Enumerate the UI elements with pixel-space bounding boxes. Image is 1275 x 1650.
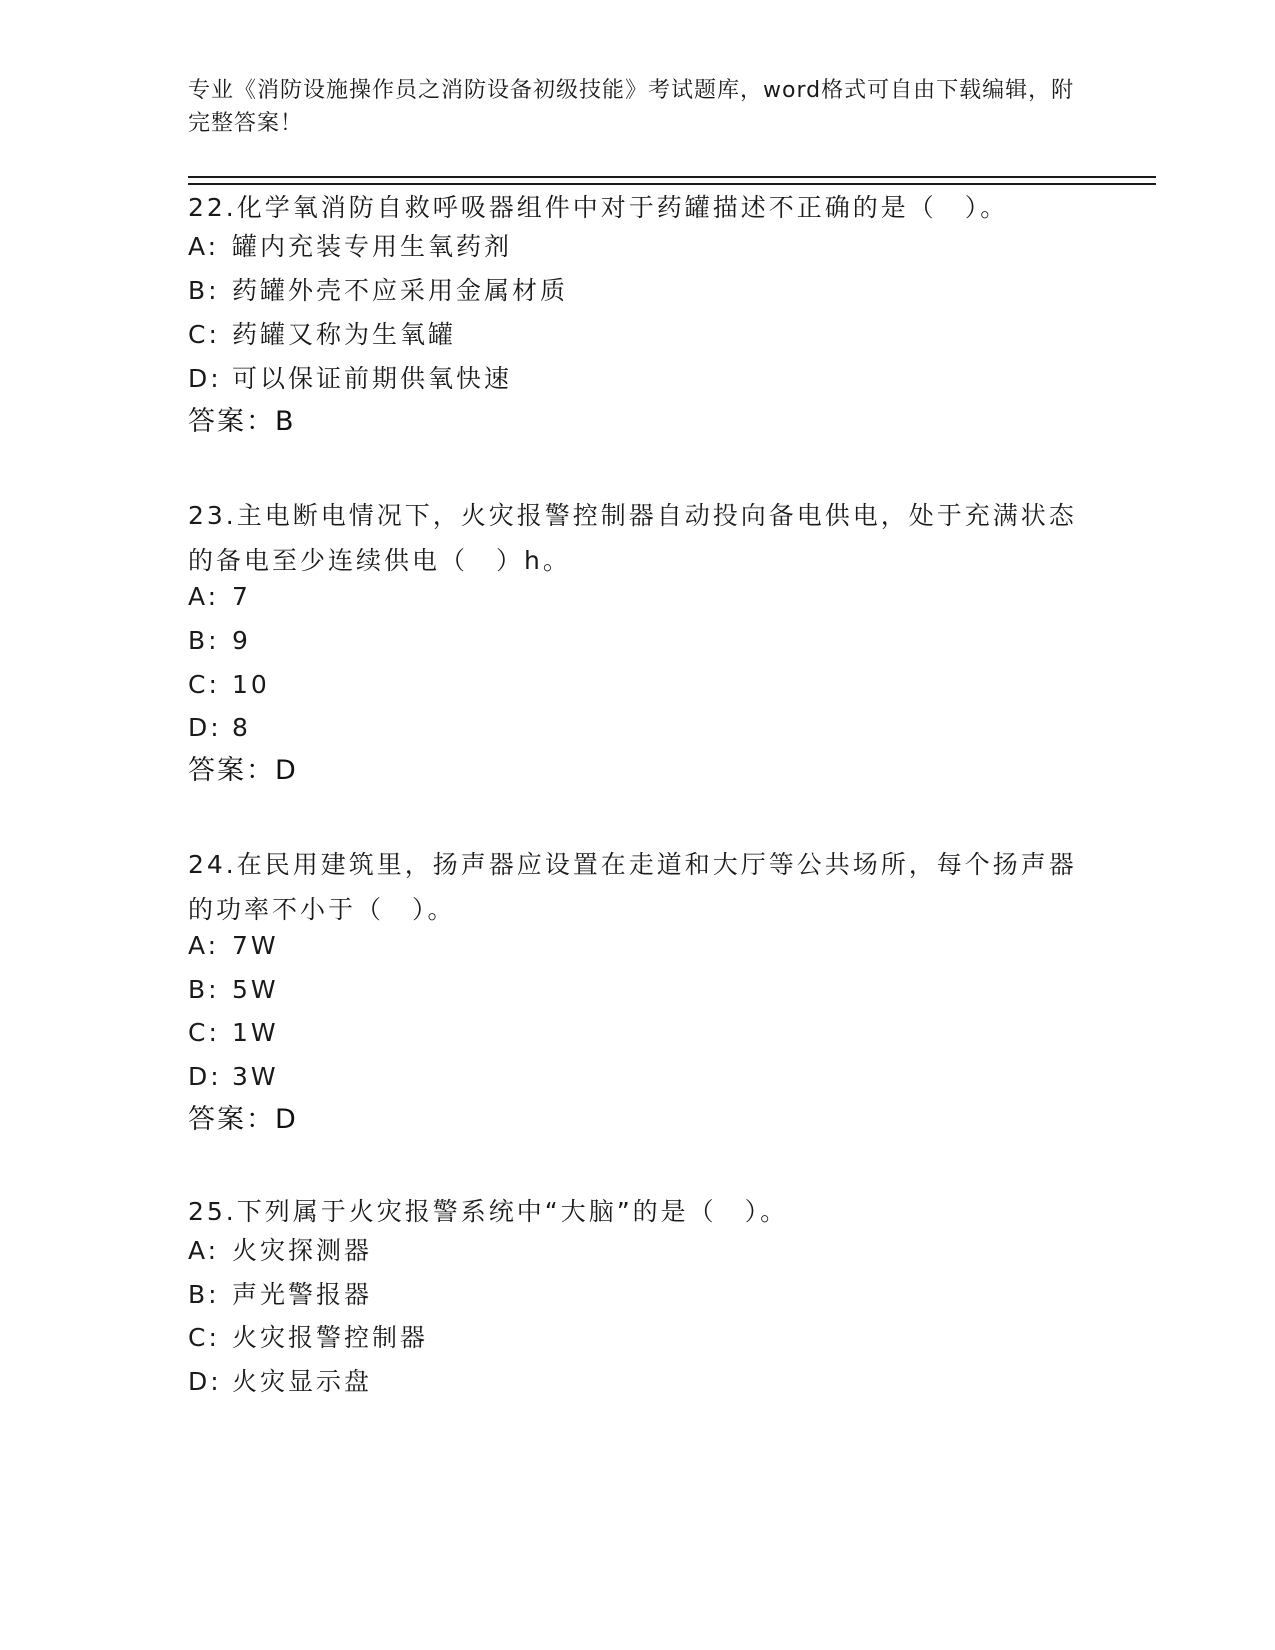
option-letter: B: bbox=[188, 276, 220, 305]
option-letter: A: bbox=[188, 931, 220, 960]
option-text: 火灾显示盘 bbox=[232, 1367, 373, 1396]
option-letter: D: bbox=[188, 364, 222, 393]
option-b bbox=[188, 625, 251, 657]
option-b bbox=[188, 275, 568, 307]
option-b bbox=[188, 974, 279, 1006]
question-stem: 24.在民用建筑里，扬声器应设置在走道和大厅等公共场所，每个扬声器的功率不小于（ ）。 bbox=[188, 850, 1077, 924]
option-c bbox=[188, 1322, 428, 1354]
answer-line: 答案：D bbox=[188, 755, 298, 786]
option-a bbox=[188, 930, 279, 962]
option-text: 火灾报警控制器 bbox=[232, 1323, 429, 1352]
option-d bbox=[188, 363, 512, 395]
option-text: 药罐外壳不应采用金属材质 bbox=[232, 276, 569, 305]
header-rule-top bbox=[188, 176, 1156, 178]
question-stem: 22.化学氧消防自救呼吸器组件中对于药罐描述不正确的是（ ）。 bbox=[188, 193, 1009, 222]
answer-line: 答案：B bbox=[188, 406, 296, 437]
option-text: 可以保证前期供氧快速 bbox=[232, 364, 513, 393]
question-stem: 25.下列属于火灾报警系统中“大脑”的是（ ）。 bbox=[188, 1197, 789, 1226]
option-text: 1W bbox=[232, 1018, 279, 1047]
option-text: 5W bbox=[232, 975, 279, 1004]
option-c bbox=[188, 669, 270, 701]
option-text: 药罐又称为生氧罐 bbox=[232, 320, 457, 349]
option-text: 7W bbox=[232, 931, 279, 960]
option-c bbox=[188, 319, 456, 351]
option-a bbox=[188, 231, 512, 263]
option-letter: A: bbox=[188, 232, 220, 261]
option-letter: A: bbox=[188, 582, 220, 611]
option-letter: C: bbox=[188, 1323, 220, 1352]
option-letter: B: bbox=[188, 626, 220, 655]
option-a bbox=[188, 1235, 372, 1267]
option-letter: B: bbox=[188, 975, 220, 1004]
option-text: 10 bbox=[232, 670, 270, 699]
option-text: 火灾探测器 bbox=[232, 1236, 373, 1265]
option-letter: C: bbox=[188, 1018, 220, 1047]
option-b bbox=[188, 1279, 372, 1311]
option-c bbox=[188, 1017, 279, 1049]
option-d bbox=[188, 1061, 279, 1093]
option-letter: C: bbox=[188, 670, 220, 699]
option-text: 8 bbox=[232, 713, 251, 742]
question-stem: 23.主电断电情况下，火灾报警控制器自动投向备电供电，处于充满状态的备电至少连续供电（ ）h。 bbox=[188, 501, 1077, 575]
option-letter: D: bbox=[188, 1367, 222, 1396]
option-letter: C: bbox=[188, 320, 220, 349]
option-letter: A: bbox=[188, 1236, 220, 1265]
option-letter: B: bbox=[188, 1280, 220, 1309]
answer-line: 答案：D bbox=[188, 1104, 298, 1135]
option-d bbox=[188, 712, 251, 744]
document-header: 专业《消防设施操作员之消防设备初级技能》考试题库，word格式可自由下载编辑，附完整答案！ bbox=[188, 78, 1075, 136]
option-text: 9 bbox=[232, 626, 251, 655]
option-a bbox=[188, 581, 251, 613]
option-letter: D: bbox=[188, 713, 222, 742]
option-text: 3W bbox=[232, 1062, 279, 1091]
option-letter: D: bbox=[188, 1062, 222, 1091]
option-text: 声光警报器 bbox=[232, 1280, 373, 1309]
option-text: 7 bbox=[232, 582, 251, 611]
option-d bbox=[188, 1366, 372, 1398]
option-text: 罐内充装专用生氧药剂 bbox=[232, 232, 513, 261]
